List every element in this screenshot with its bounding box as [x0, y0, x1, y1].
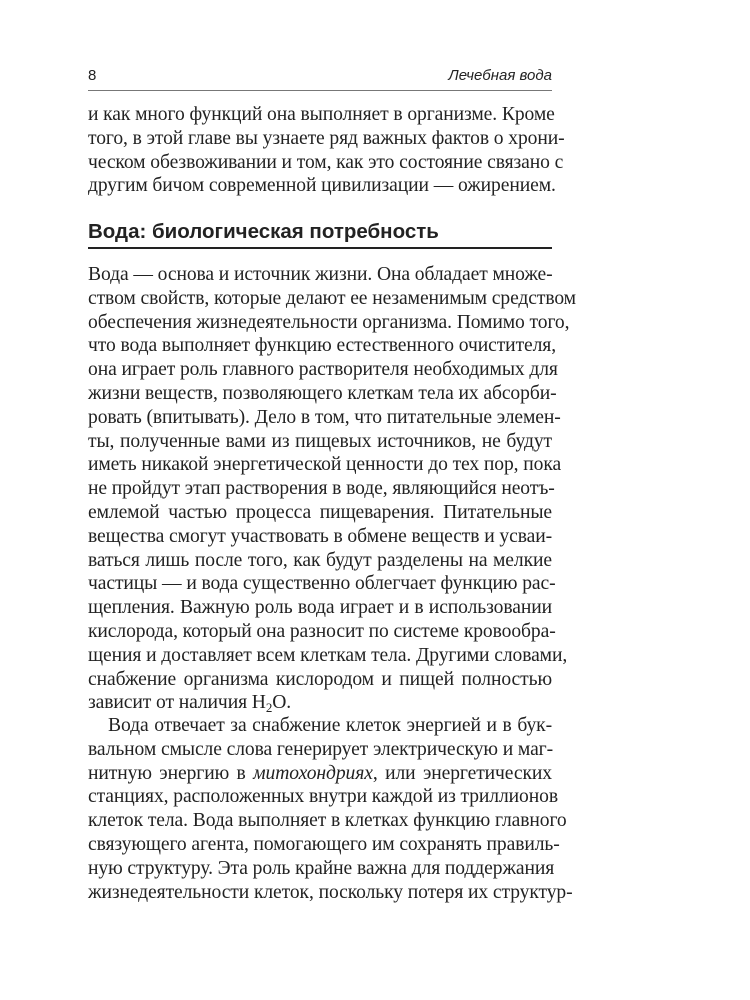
text-line: что вода выполняет функцию естественного очистителя, — [88, 335, 557, 357]
text-line: ством свойств, которые делают ее незаменимым средством — [88, 287, 576, 309]
text-line: ческом обезвоживании и том, как это состояние связано с — [88, 151, 564, 173]
text-line: клеток тела. Вода выполняет в клетках функцию главного — [88, 810, 567, 832]
section-heading: Вода: биологическая потребность — [88, 219, 552, 249]
text-line: частицы — и вода существенно облегчает функцию рас- — [88, 573, 556, 595]
body-paragraph-2 — [88, 714, 573, 904]
text-line: щепления. Важную роль вода играет и в использовании — [88, 597, 552, 619]
text-line: ты, полученные вами из пищевых источников, не будут — [88, 430, 552, 452]
text-line: она играет роль главного растворителя необходимых для — [88, 359, 558, 381]
page-number: 8 — [88, 67, 97, 84]
body-paragraph-1 — [88, 263, 576, 716]
text-line: жизни веществ, позволяющего клеткам тела их абсорби- — [88, 382, 557, 404]
italic-term-mitochondria: митохондриях — [253, 762, 373, 784]
running-title: Лечебная вода — [448, 67, 552, 84]
text-line: Вода — основа и источник жизни. Она обладает множе- — [88, 264, 553, 285]
intro-paragraph — [88, 103, 565, 198]
text-line: вальном смысле слова генерирует электрическую и маг- — [88, 738, 554, 760]
text-fragment: нитную энергию в — [88, 762, 254, 784]
text-line: вещества смогут участвовать в обмене веществ и усваи- — [88, 525, 552, 547]
text-line: того, в этой главе вы узнаете ряд важных фактов о хрони- — [88, 127, 565, 149]
text-line: емлемой частью процесса пищеварения. Питательные — [88, 501, 552, 523]
text-line: не пройдут этап растворения в воде, являющийся неотъ- — [88, 478, 555, 500]
running-header — [88, 64, 552, 91]
text-line: и как много функций она выполняет в организме. Кроме — [88, 104, 555, 125]
text-line: другим бичом современной цивилизации — ожирением. — [88, 175, 556, 197]
text-line — [88, 691, 552, 715]
text-line: жизнедеятельности клеток, поскольку потеря их структур- — [88, 881, 573, 903]
h2o-prefix: зависит от наличия H — [88, 692, 266, 714]
text-line: кислорода, который она разносит по системе кровообра- — [88, 620, 556, 642]
text-line: ваться лишь после того, как будут разделены на мелкие — [88, 549, 552, 571]
text-line: ровать (впитывать). Дело в том, что питательные элемен- — [88, 406, 561, 428]
text-line: Вода отвечает за снабжение клеток энергией и в бук- — [108, 715, 552, 736]
text-line: иметь никакой энергетической ценности до тех пор, пока — [88, 454, 562, 476]
text-line: станциях, расположенных внутри каждой из триллионов — [88, 786, 558, 808]
text-line: ную структуру. Эта роль крайне важна для поддержания — [88, 857, 555, 879]
text-line — [88, 762, 552, 786]
h2o-suffix: O. — [272, 692, 292, 714]
text-line: связующего агента, помогающего им сохранять правиль- — [88, 833, 560, 855]
text-fragment: , или энергетических — [372, 762, 552, 784]
text-line: щения и доставляет всем клеткам тела. Другими словами, — [88, 644, 568, 666]
text-line: обеспечения жизнедеятельности организма. Помимо того, — [88, 311, 570, 333]
text-line: снабжение организма кислородом и пищей полностью — [88, 668, 552, 690]
h2o-subscript: 2 — [265, 700, 273, 716]
